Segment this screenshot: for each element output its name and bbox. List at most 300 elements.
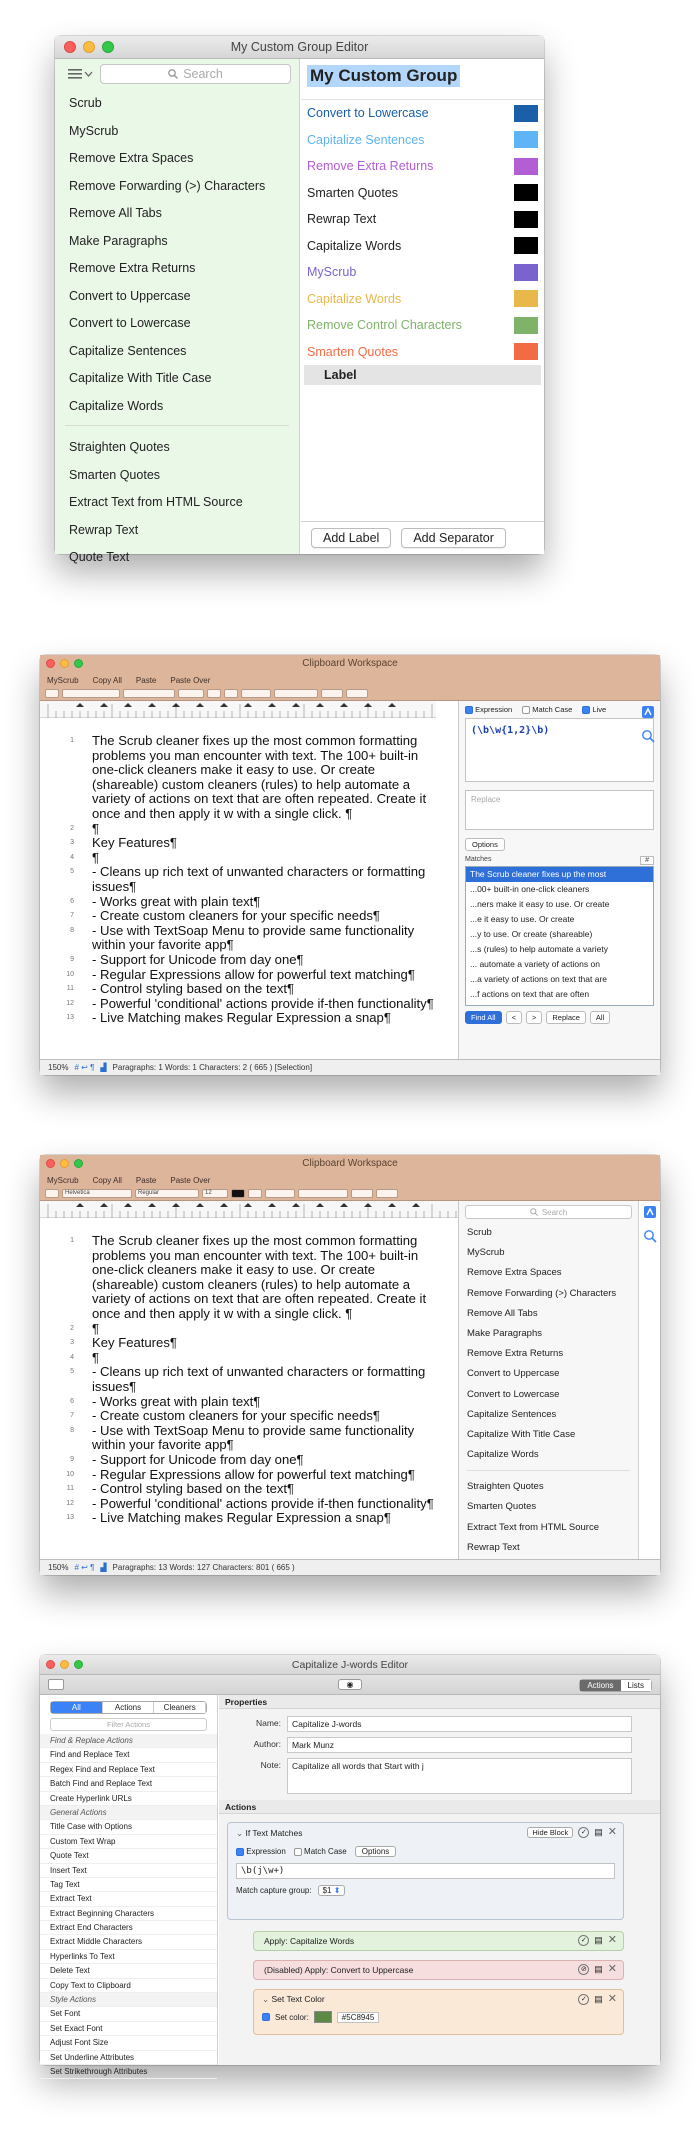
paragraph-style-popup[interactable]: [45, 689, 59, 698]
paragraph-style-popup[interactable]: [45, 1189, 59, 1198]
source-cleaner-list: [55, 89, 299, 572]
enable-toggle-icon[interactable]: ✓: [578, 1935, 589, 1946]
window-title: Clipboard Workspace: [302, 658, 398, 669]
group-item[interactable]: [301, 312, 544, 339]
list-item[interactable]: Remove Forwarding (>) Characters: [69, 178, 266, 193]
list-item[interactable]: Capitalize With Title Case: [69, 371, 212, 385]
alignment-buttons[interactable]: [298, 1189, 348, 1198]
group-item-list: [301, 99, 544, 385]
list-item[interactable]: Quote Text: [40, 1849, 217, 1863]
list-item[interactable]: Convert to Lowercase: [69, 316, 191, 330]
actions-header-label: Actions: [225, 1802, 257, 1812]
set-color-checkbox[interactable]: [262, 2013, 270, 2021]
close-window-button[interactable]: [46, 1159, 55, 1168]
group-item-label: Capitalize Words: [307, 291, 402, 306]
ruler: [40, 1201, 458, 1218]
if-text-matches-block: ⌄ If Text Matches Hide Block ✓ ▤ ✕ Expression Match Case Options \b(j\w+) Match capture group: $1 ⬍: [227, 1822, 624, 1920]
match-item[interactable]: ... automate a variety of actions on: [470, 959, 600, 970]
color-swatch[interactable]: [514, 105, 538, 122]
group-item-label: Remove Control Characters: [307, 318, 462, 333]
disabled-apply-uppercase-block[interactable]: [253, 1960, 624, 1980]
stats-icon[interactable]: ▟: [100, 1063, 107, 1072]
text-color-well[interactable]: [207, 689, 221, 698]
line-number: 3: [70, 1339, 74, 1347]
filter-actions-tab[interactable]: Actions: [103, 1702, 155, 1713]
list-item[interactable]: Tag Text: [40, 1878, 217, 1892]
alignment-buttons[interactable]: [274, 689, 318, 698]
text-color-well[interactable]: [231, 1189, 245, 1198]
font-family-popup[interactable]: [62, 689, 120, 698]
list-item[interactable]: Convert to Uppercase: [467, 1368, 560, 1380]
search-input[interactable]: [100, 64, 291, 84]
group-item[interactable]: [301, 100, 544, 127]
list-separator: [65, 420, 289, 426]
group-item-label: MyScrub: [307, 265, 357, 280]
color-swatch[interactable]: [514, 184, 538, 201]
match-item[interactable]: ...00+ built-in one-click cleaners: [470, 884, 590, 895]
toolbar-paste-button[interactable]: Paste: [135, 1175, 157, 1185]
color-swatch[interactable]: [514, 343, 538, 360]
replace-field[interactable]: [465, 790, 654, 830]
match-case-checkbox[interactable]: [522, 706, 530, 714]
font-size-popup[interactable]: [178, 689, 204, 698]
line-number: 1: [70, 737, 74, 744]
delete-block-icon[interactable]: ✕: [607, 1826, 617, 1838]
list-item[interactable]: Capitalize With Title Case: [467, 1428, 576, 1440]
window-title: Clipboard Workspace: [302, 1158, 398, 1169]
color-swatch[interactable]: [514, 290, 538, 307]
match-item[interactable]: ...s (rules) to help automate a variety: [470, 944, 608, 955]
color-swatch[interactable]: [514, 131, 538, 148]
zoom-window-button[interactable]: [74, 1660, 83, 1669]
list-item[interactable]: Rewrap Text: [69, 522, 139, 537]
minimize-window-button[interactable]: [60, 659, 69, 668]
color-swatch[interactable]: [514, 237, 538, 254]
line-number: 4: [70, 853, 74, 861]
list-item[interactable]: Extract End Characters: [40, 1921, 217, 1935]
list-item[interactable]: Set Exact Font: [40, 2022, 217, 2036]
list-style-popup[interactable]: [376, 1189, 398, 1198]
color-swatch[interactable]: [514, 317, 538, 334]
matches-count-column: #: [640, 856, 654, 865]
toolbar: [40, 1675, 660, 1695]
list-item[interactable]: Extract Text from HTML Source: [467, 1521, 599, 1533]
live-label: Live: [592, 705, 607, 714]
close-window-button[interactable]: [46, 659, 55, 668]
group-item[interactable]: [301, 286, 544, 313]
hide-block-button[interactable]: Hide Block: [527, 1827, 573, 1838]
close-window-button[interactable]: [46, 1660, 55, 1669]
add-separator-button[interactable]: Add Separator: [401, 528, 506, 548]
color-hex-field[interactable]: #5C8945: [337, 2012, 379, 2023]
match-item[interactable]: The Scrub cleaner fixes up the most: [466, 867, 653, 882]
capture-group-popup[interactable]: $1 ⬍: [318, 1885, 346, 1896]
author-field[interactable]: Mark Munz: [287, 1737, 632, 1753]
list-item[interactable]: Extract Beginning Characters: [40, 1907, 217, 1921]
group-item-label: Convert to Lowercase: [307, 106, 429, 121]
list-item[interactable]: Extract Text from HTML Source: [69, 495, 243, 509]
window-title: My Custom Group Editor: [230, 40, 369, 54]
line-number: 6: [70, 897, 74, 905]
list-item[interactable]: Rewrap Text: [467, 1541, 520, 1553]
search-icon[interactable]: [641, 729, 655, 743]
options-button[interactable]: Options: [465, 838, 505, 851]
replace-all-button[interactable]: All: [590, 1011, 610, 1024]
toolbar-myscrub-button[interactable]: MyScrub: [47, 675, 79, 685]
text-line: - Live Matching makes Regular Expression a snap¶: [92, 1510, 391, 1526]
actions-header: [219, 1800, 660, 1814]
list-item[interactable]: Convert to Lowercase: [467, 1388, 560, 1400]
list-item[interactable]: Straighten Quotes: [467, 1481, 544, 1493]
filter-placeholder: Filter Actions: [107, 1720, 150, 1729]
text-line: - Create custom cleaners for your specific needs¶: [92, 908, 380, 924]
list-item[interactable]: Remove Extra Returns: [467, 1348, 564, 1360]
cleaner-list: [459, 1221, 638, 1558]
filter-all-tab[interactable]: All: [51, 1702, 103, 1713]
line-number: 3: [70, 839, 74, 847]
apply-capitalize-words-block[interactable]: [253, 1931, 624, 1951]
match-item[interactable]: ...f actions on text that are often: [470, 989, 590, 1000]
list-item[interactable]: Set Underline Attributes: [40, 2051, 217, 2065]
text-line: (shareable) custom cleaners (rules) to help automate a: [92, 1276, 411, 1292]
actions-lists-toggle: [579, 1679, 652, 1692]
search-placeholder: Search: [183, 67, 223, 81]
close-window-button[interactable]: [64, 41, 76, 53]
apply1-label: Apply: Capitalize Words: [264, 1936, 355, 1946]
if-expression-label: Expression: [246, 1847, 286, 1856]
list-item[interactable]: Set Strikethrough Attributes: [40, 2065, 217, 2079]
font-style-popup[interactable]: Regular: [135, 1189, 199, 1198]
font-family-popup[interactable]: Helvetica: [62, 1189, 132, 1198]
list-item[interactable]: Remove All Tabs: [467, 1307, 538, 1319]
list-item[interactable]: Smarten Quotes: [467, 1501, 537, 1513]
stats-icon[interactable]: ▟: [100, 1563, 107, 1572]
if-expression-checkbox[interactable]: [236, 1848, 244, 1856]
list-item[interactable]: Copy Text to Clipboard: [40, 1979, 217, 1993]
text-line: once and then apply it w with a single click. ¶: [92, 806, 353, 821]
clipboard-workspace-regex-window: [40, 655, 660, 1075]
text-line: once and then apply it w with a single click. ¶: [92, 1306, 353, 1321]
notes-icon[interactable]: ▤: [594, 1935, 603, 1945]
tab-lists[interactable]: Lists: [621, 1680, 651, 1691]
text-line: - Support for Unicode from day one¶: [92, 952, 304, 967]
group-item[interactable]: [301, 233, 544, 260]
minimize-window-button[interactable]: [60, 1159, 69, 1168]
list-item[interactable]: Remove Forwarding (>) Characters: [467, 1287, 617, 1299]
list-separator: [467, 1465, 630, 1471]
live-matching-panel: [458, 701, 660, 1059]
text-line: variety of actions on text that are often repeated. Create it: [92, 791, 427, 807]
line-number: 11: [66, 985, 74, 993]
highlight-color-well[interactable]: [248, 1189, 262, 1198]
delete-block-icon[interactable]: ✕: [607, 1963, 617, 1975]
replace-button[interactable]: Replace: [546, 1011, 586, 1024]
preview-eye-icon[interactable]: ◉: [338, 1679, 362, 1690]
regex-pattern-field[interactable]: [465, 718, 654, 782]
list-item[interactable]: Adjust Font Size: [40, 2036, 217, 2050]
line-number: 7: [70, 912, 74, 920]
apply2-label: (Disabled) Apply: Convert to Uppercase: [264, 1965, 414, 1975]
capture-group-value: $1: [322, 1886, 332, 1895]
enable-toggle-icon[interactable]: ✓: [578, 1994, 589, 2005]
group-name-field[interactable]: [307, 63, 538, 89]
filter-actions-input[interactable]: [50, 1718, 207, 1731]
line-spacing-popup[interactable]: [321, 689, 343, 698]
cleaner-icon[interactable]: [641, 705, 655, 719]
list-item[interactable]: Capitalize Sentences: [467, 1408, 557, 1420]
list-item[interactable]: Title Case with Options: [40, 1820, 217, 1834]
text-line: within your favorite app¶: [92, 1437, 234, 1453]
status-stats: Paragraphs: 1 Words: 1 Characters: 2 ( 665 ) [Selection]: [112, 1063, 313, 1072]
text-line: The Scrub cleaner fixes up the most common formatting: [92, 733, 418, 748]
expression-label: Expression: [475, 705, 513, 714]
text-line: - Support for Unicode from day one¶: [92, 1452, 304, 1467]
list-item[interactable]: Remove All Tabs: [69, 206, 162, 220]
text-line: - Powerful 'conditional' actions provide if-then functionality¶: [92, 1495, 434, 1511]
text-editor[interactable]: [40, 718, 436, 1059]
list-item[interactable]: Extract Middle Characters: [40, 1935, 217, 1949]
list-item[interactable]: Make Paragraphs: [467, 1327, 542, 1339]
list-item[interactable]: Set Font: [40, 2007, 217, 2021]
minimize-window-button[interactable]: [60, 1660, 69, 1669]
text-line: - Regular Expressions allow for powerful text matching¶: [92, 966, 415, 982]
highlight-color-well[interactable]: [224, 689, 238, 698]
enable-toggle-icon[interactable]: ✓: [578, 1827, 589, 1838]
list-item[interactable]: Insert Text: [40, 1864, 217, 1878]
traffic-lights: [64, 41, 114, 53]
filter-cleaners-tab[interactable]: Cleaners: [154, 1702, 206, 1713]
list-item[interactable]: Convert to Uppercase: [69, 288, 191, 303]
clipboard-workspace-cleaners-window: [40, 1155, 660, 1575]
format-bar: [40, 1187, 660, 1201]
group-item-label: Smarten Quotes: [307, 185, 399, 200]
text-line: ¶: [92, 820, 100, 836]
text-line: - Control styling based on the text¶: [92, 981, 295, 997]
color-swatch[interactable]: [514, 264, 538, 281]
add-label-button[interactable]: Add Label: [311, 528, 391, 548]
status-stats: Paragraphs: 13 Words: 127 Characters: 801 ( 665 ): [112, 1563, 295, 1572]
list-item[interactable]: Capitalize Words: [69, 398, 164, 413]
list-item[interactable]: MyScrub: [467, 1247, 505, 1259]
search-icon: [168, 69, 178, 79]
text-line: - Powerful 'conditional' actions provide if-then functionality¶: [92, 995, 434, 1011]
chevron-down-icon: [85, 72, 92, 77]
group-item[interactable]: [301, 153, 544, 180]
text-line: - Control styling based on the text¶: [92, 1481, 295, 1497]
group-item-label: Capitalize Sentences: [307, 132, 425, 147]
line-spacing-popup[interactable]: [351, 1189, 373, 1198]
group-item-label: Capitalize Words: [307, 238, 402, 253]
list-item[interactable]: Scrub: [69, 96, 102, 110]
notes-icon[interactable]: ▤: [594, 1827, 603, 1837]
set-color-label: Set color:: [275, 2012, 309, 2022]
list-item[interactable]: Find and Replace Text: [40, 1748, 217, 1762]
line-number: 5: [70, 1368, 74, 1376]
matches-label: Matches: [465, 856, 492, 864]
category-header: Find & Replace Actions: [40, 1734, 217, 1748]
list-item[interactable]: Remove Extra Spaces: [69, 151, 194, 165]
text-line: - Use with TextSoap Menu to provide same functionality: [92, 1422, 415, 1438]
list-item[interactable]: Capitalize Words: [467, 1449, 539, 1461]
group-name: My Custom Group: [307, 65, 460, 87]
toolbar-copy-all-button[interactable]: Copy All: [92, 1175, 122, 1185]
if-pattern-field[interactable]: [236, 1863, 615, 1879]
list-item[interactable]: Straighten Quotes: [69, 440, 170, 454]
bold-italic-underline-buttons[interactable]: [265, 1189, 295, 1198]
author-label: Author:: [253, 1739, 281, 1749]
cleaner-search-input[interactable]: [465, 1205, 632, 1219]
text-line: ¶: [92, 1320, 100, 1336]
group-panel: [301, 59, 544, 554]
list-style-popup[interactable]: [346, 689, 368, 698]
toolbar-paste-over-button[interactable]: Paste Over: [170, 675, 211, 685]
list-item[interactable]: Regex Find and Replace Text: [40, 1763, 217, 1777]
sidebar-toggle-button[interactable]: [48, 1679, 64, 1690]
group-item-label: Smarten Quotes: [307, 344, 399, 359]
format-bar: [40, 687, 660, 701]
minimize-window-button[interactable]: [83, 41, 95, 53]
group-item[interactable]: [301, 259, 544, 286]
list-item[interactable]: Scrub: [467, 1227, 492, 1238]
line-number: 2: [70, 824, 74, 832]
cleaner-editor-window: [40, 1655, 660, 2076]
list-item[interactable]: Create Hyperlink URLs: [40, 1792, 217, 1806]
disabled-toggle-icon[interactable]: ⊘: [578, 1964, 589, 1975]
name-field[interactable]: Capitalize J-words: [287, 1716, 632, 1732]
previous-match-button[interactable]: <: [506, 1011, 522, 1024]
notes-icon[interactable]: ▤: [594, 1994, 603, 2004]
group-item[interactable]: [301, 206, 544, 233]
toolbar-myscrub-button[interactable]: MyScrub: [47, 1175, 79, 1185]
list-item[interactable]: Make Paragraphs: [69, 233, 168, 248]
group-item[interactable]: [301, 180, 544, 207]
action-list: [40, 1734, 217, 2079]
zoom-window-button[interactable]: [74, 659, 83, 668]
if-options-button[interactable]: Options: [355, 1846, 397, 1857]
zoom-window-button[interactable]: [102, 41, 114, 53]
matches-list[interactable]: [465, 866, 654, 1006]
list-icon: [68, 69, 82, 79]
line-number: 10: [66, 1470, 74, 1478]
color-swatch[interactable]: [514, 158, 538, 175]
note-field[interactable]: Capitalize all words that Start with j: [287, 1758, 632, 1794]
next-match-button[interactable]: >: [526, 1011, 542, 1024]
tab-actions[interactable]: Actions: [580, 1680, 620, 1691]
line-number: 6: [70, 1397, 74, 1405]
match-case-label: Match Case: [532, 705, 573, 714]
text-line: - Cleans up rich text of unwanted characters or formatting: [92, 1364, 426, 1380]
notes-icon[interactable]: ▤: [594, 1964, 603, 1974]
bold-italic-underline-buttons[interactable]: [241, 689, 271, 698]
toolbar-paste-over-button[interactable]: Paste Over: [170, 1175, 211, 1185]
properties-header-label: Properties: [225, 1697, 268, 1707]
line-number: 2: [70, 1324, 74, 1332]
source-sidebar: [55, 59, 300, 564]
list-menu-button[interactable]: [68, 69, 92, 79]
list-item[interactable]: MyScrub: [69, 123, 119, 138]
text-line: within your favorite app¶: [92, 937, 234, 953]
list-item[interactable]: Hyperlinks To Text: [40, 1950, 217, 1964]
list-item[interactable]: Delete Text: [40, 1964, 217, 1978]
line-number: 9: [70, 956, 74, 963]
delete-block-icon[interactable]: ✕: [607, 1993, 617, 2005]
font-size-popup[interactable]: 12: [202, 1189, 228, 1198]
group-item-label: Remove Extra Returns: [307, 159, 434, 174]
match-item[interactable]: ...a variety of actions on text that are: [470, 974, 608, 985]
zoom-level[interactable]: 150%: [48, 1563, 69, 1572]
text-line: issues¶: [92, 879, 137, 894]
group-item-label: Rewrap Text: [307, 212, 377, 227]
search-placeholder: Search: [541, 1207, 568, 1217]
list-item[interactable]: Batch Find and Replace Text: [40, 1777, 217, 1791]
ruler: [40, 701, 436, 718]
group-item[interactable]: [301, 127, 544, 154]
text-line: - Live Matching makes Regular Expression a snap¶: [92, 1010, 391, 1026]
toolbar-paste-button[interactable]: Paste: [135, 675, 157, 685]
set-color-title: Set Text Color: [271, 1994, 325, 2004]
line-number: 1: [70, 1237, 74, 1244]
live-checkbox[interactable]: [582, 706, 590, 714]
if-match-case-checkbox[interactable]: [294, 1848, 302, 1856]
name-label: Name:: [255, 1718, 281, 1728]
title-bar: [40, 1155, 660, 1173]
list-item[interactable]: Smarten Quotes: [69, 467, 161, 482]
line-number: 11: [66, 1485, 74, 1493]
list-item[interactable]: Remove Extra Returns: [69, 261, 196, 275]
list-item[interactable]: Remove Extra Spaces: [467, 1267, 562, 1279]
line-number: 13: [66, 1514, 74, 1522]
line-number: 12: [66, 1499, 74, 1507]
search-icon[interactable]: [643, 1229, 657, 1243]
text-line: - Regular Expressions allow for powerful text matching¶: [92, 1466, 415, 1482]
text-editor[interactable]: [40, 1218, 458, 1559]
match-item[interactable]: ...y to use. Or create (shareable): [470, 929, 593, 940]
text-line: The Scrub cleaner fixes up the most common formatting: [92, 1233, 418, 1248]
font-style-popup[interactable]: [123, 689, 175, 698]
color-swatch[interactable]: [514, 211, 538, 228]
invisibles-icon[interactable]: # ↩ ¶: [74, 1063, 95, 1072]
text-line: one-click cleaners make it easy to use. Or create: [92, 1262, 376, 1278]
cleaner-icon[interactable]: [643, 1205, 657, 1219]
invisibles-icon[interactable]: # ↩ ¶: [74, 1563, 95, 1572]
side-tools: [641, 705, 657, 743]
list-item[interactable]: Custom Text Wrap: [40, 1835, 217, 1849]
color-well[interactable]: [314, 2011, 332, 2023]
list-item[interactable]: Quote Text: [69, 550, 130, 564]
text-line: - Cleans up rich text of unwanted characters or formatting: [92, 864, 426, 880]
group-label-row[interactable]: Label: [304, 365, 541, 385]
if-pattern: \b(j\w+): [241, 1866, 285, 1876]
line-number: 8: [70, 926, 74, 934]
zoom-level[interactable]: 150%: [48, 1063, 69, 1072]
properties-header: [219, 1695, 660, 1709]
cleaner-detail: [219, 1695, 660, 2065]
zoom-window-button[interactable]: [74, 1159, 83, 1168]
toolbar-copy-all-button[interactable]: Copy All: [92, 675, 122, 685]
match-item[interactable]: ...e it easy to use. Or create: [470, 914, 575, 925]
text-line: - Use with TextSoap Menu to provide same functionality: [92, 922, 415, 938]
group-item[interactable]: [301, 339, 544, 366]
window-title: Capitalize J-words Editor: [291, 1659, 409, 1671]
delete-block-icon[interactable]: ✕: [607, 1934, 617, 1946]
match-item[interactable]: ...ners make it easy to use. Or create: [470, 899, 610, 910]
expression-checkbox[interactable]: [465, 706, 473, 714]
find-all-button[interactable]: Find All: [465, 1011, 502, 1024]
list-item[interactable]: Extract Text: [40, 1892, 217, 1906]
list-item[interactable]: Capitalize Sentences: [69, 343, 187, 358]
text-line: - Create custom cleaners for your specific needs¶: [92, 1408, 380, 1424]
replace-placeholder: Replace: [471, 795, 501, 805]
